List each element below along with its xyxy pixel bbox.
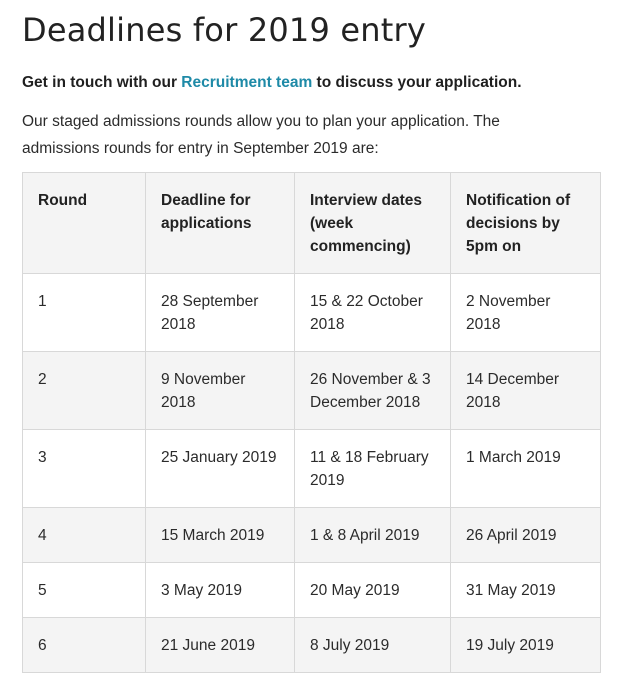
page-content bbox=[22, 0, 600, 673]
cell-round: 4 bbox=[23, 508, 146, 563]
page-title: Deadlines for 2019 entry bbox=[22, 11, 427, 49]
header-notification: Notification of decisions by 5pm on bbox=[451, 173, 601, 274]
cell-interview-dates: 1 & 8 April 2019 bbox=[295, 508, 451, 563]
cell-round: 3 bbox=[23, 430, 146, 508]
header-interview-dates: Interview dates (week commencing) bbox=[295, 173, 451, 274]
table-row bbox=[23, 563, 601, 618]
cell-deadline: 9 November 2018 bbox=[146, 352, 295, 430]
cell-round: 6 bbox=[23, 618, 146, 673]
contact-lead bbox=[22, 72, 600, 94]
cell-deadline: 21 June 2019 bbox=[146, 618, 295, 673]
cell-round: 2 bbox=[23, 352, 146, 430]
cell-deadline: 15 March 2019 bbox=[146, 508, 295, 563]
cell-notification: 26 April 2019 bbox=[451, 508, 601, 563]
table-row bbox=[23, 508, 601, 563]
cell-round: 1 bbox=[23, 274, 146, 352]
cell-interview-dates: 11 & 18 February 2019 bbox=[295, 430, 451, 508]
table-row bbox=[23, 352, 601, 430]
table-row bbox=[23, 430, 601, 508]
header-deadline: Deadline for applications bbox=[146, 173, 295, 274]
cell-notification: 14 December 2018 bbox=[451, 352, 601, 430]
cell-interview-dates: 26 November & 3 December 2018 bbox=[295, 352, 451, 430]
cell-interview-dates: 20 May 2019 bbox=[295, 563, 451, 618]
cell-notification: 19 July 2019 bbox=[451, 618, 601, 673]
table-row bbox=[23, 274, 601, 352]
lead-text-before: Get in touch with our bbox=[22, 74, 182, 91]
cell-interview-dates: 15 & 22 October 2018 bbox=[295, 274, 451, 352]
recruitment-team-link[interactable]: Recruitment team bbox=[181, 74, 313, 91]
lead-text-after: to discuss your application. bbox=[312, 74, 522, 91]
cell-deadline: 28 September 2018 bbox=[146, 274, 295, 352]
table-row bbox=[23, 618, 601, 673]
table-header-row bbox=[23, 173, 601, 274]
intro-paragraph: Our staged admissions rounds allow you to plan your application. The admissions rounds for entry in September 2019 are: bbox=[22, 113, 500, 157]
cell-deadline: 25 January 2019 bbox=[146, 430, 295, 508]
header-round: Round bbox=[23, 173, 146, 274]
cell-notification: 1 March 2019 bbox=[451, 430, 601, 508]
admissions-rounds-table bbox=[22, 172, 601, 673]
cell-notification: 2 November 2018 bbox=[451, 274, 601, 352]
cell-notification: 31 May 2019 bbox=[451, 563, 601, 618]
cell-round: 5 bbox=[23, 563, 146, 618]
cell-deadline: 3 May 2019 bbox=[146, 563, 295, 618]
cell-interview-dates: 8 July 2019 bbox=[295, 618, 451, 673]
